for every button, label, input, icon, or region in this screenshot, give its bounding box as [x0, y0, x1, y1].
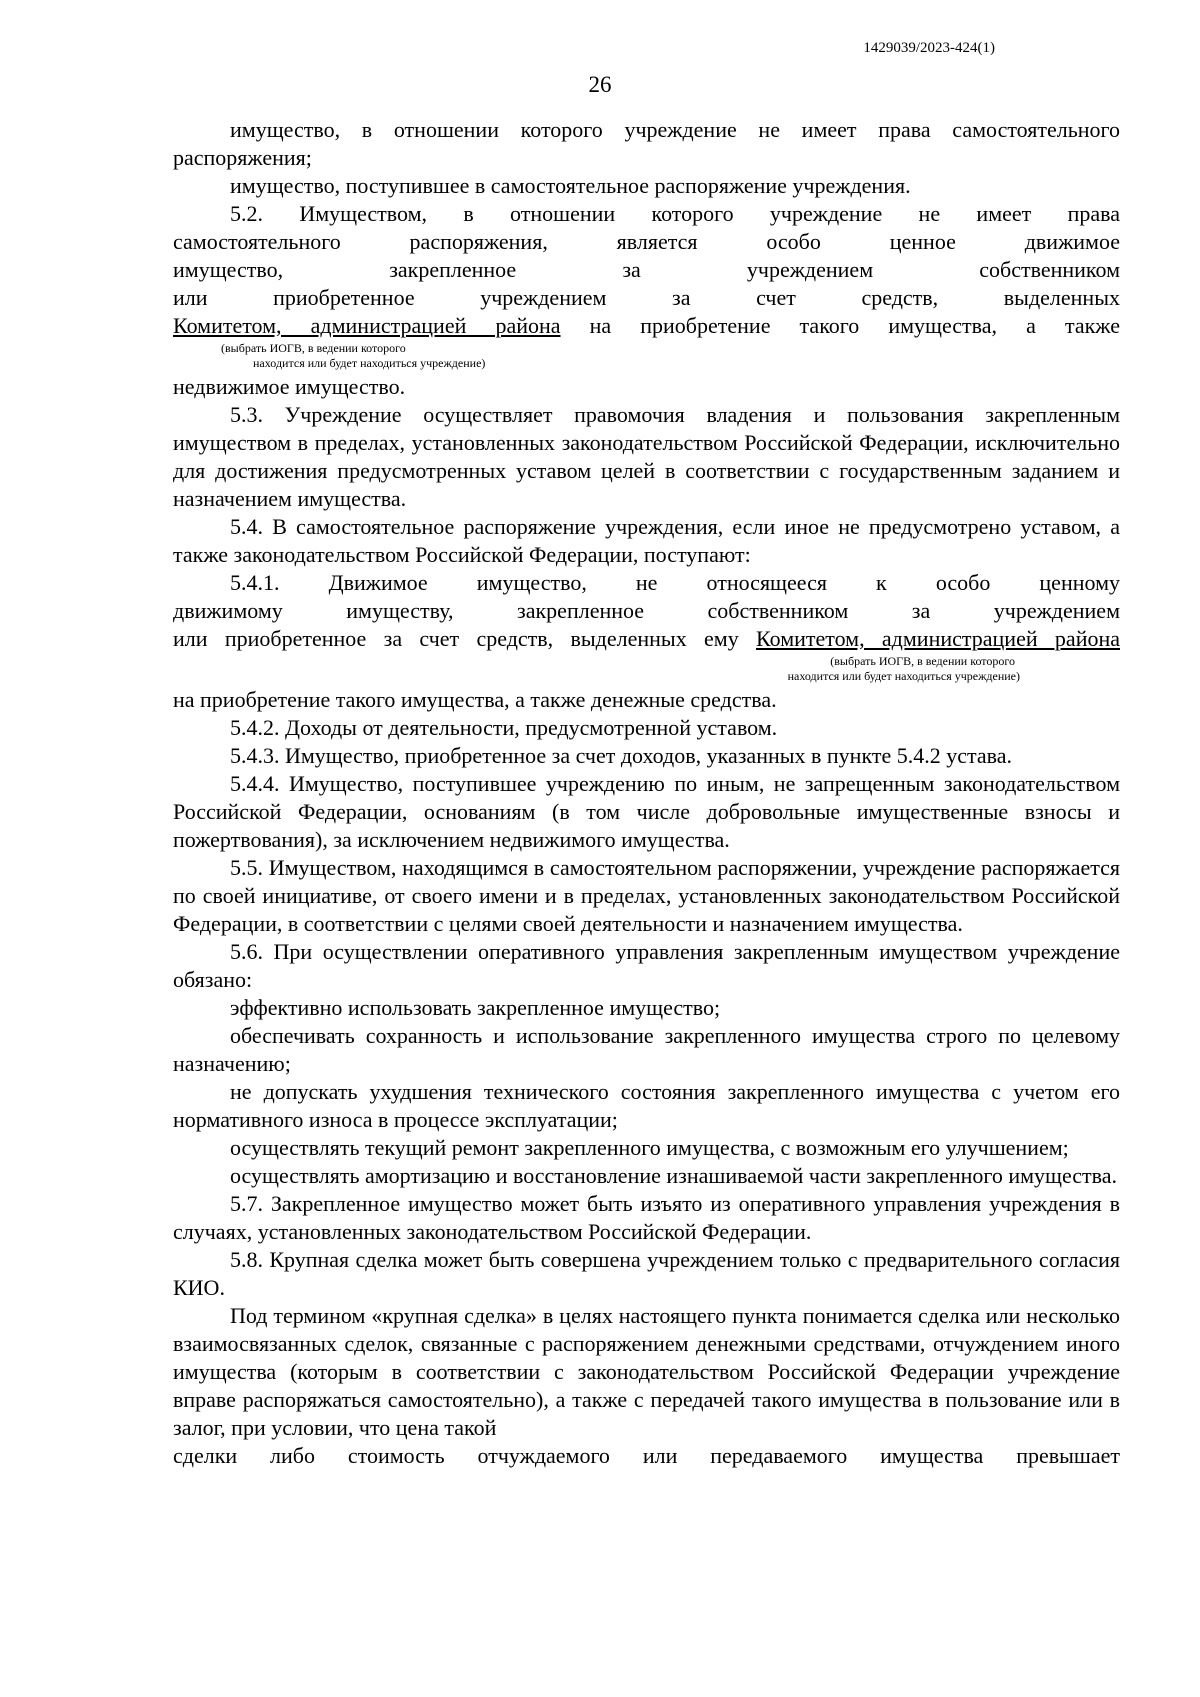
paragraph-property-no-right-line2: распоряжения; — [173, 145, 312, 170]
section-5-2-line3: имущество, закрепленное за учреждением собственником — [173, 257, 1120, 282]
section-5-8: 5.8. Крупная сделка может быть совершена учреждением только с предварительного согласия КИО. — [173, 1247, 1120, 1300]
section-5-8-definition: Под термином «крупная сделка» в целях настоящего пункта понимается сделка или несколько взаимосвязанных сделок, связанные с распоряжением денежными средствами, отчуждением иного имущества (которым в соответствии с законодательством Российской Федерации учреждение вправе распоряжаться самостоятельно), а также с передачей такого имущества в пользование или в залог, при условии, что цена такой — [173, 1303, 1120, 1440]
hint-line1: (выбрать ИОГВ, в ведении которого — [830, 654, 1015, 668]
page-number: 26 — [588, 72, 612, 97]
section-5-2-hint — [173, 341, 1120, 371]
section-5-2-line5: Комитетом, администрацией района на приобретение такого имущества, а также — [173, 313, 1120, 338]
section-5-3: 5.3. Учреждение осуществляет правомочия владения и пользования закрепленным имуществом в пределах, установленных законодательством Российской Федерации, исключительно для достижения предусмотренных уставом целей в соответствии с государственным заданием и назначением имущества. — [173, 402, 1120, 511]
section-5-4-1-line1: 5.4.1. Движимое имущество, не относящееся к особо ценному — [230, 570, 1120, 595]
section-5-4-1-line2: движимому имуществу, закрепленное собственником за учреждением — [173, 598, 1120, 623]
section-5-5: 5.5. Имуществом, находящимся в самостоятельном распоряжении, учреждение распоряжается по своей инициативе, от своего имени и в пределах, установленных законодательством Российской Федерации, в соответствии с целями своей деятельности и назначением имущества. — [173, 855, 1120, 936]
section-5-4-4: 5.4.4. Имущество, поступившее учреждению по иным, не запрещенным законодательством Российской Федерации, основаниям (в том числе добровольные имущественные взносы и пожертвования), за исключением недвижимого имущества. — [173, 771, 1120, 852]
underlined-authority: Комитетом, администрацией района — [173, 313, 561, 338]
section-5-2-line4: или приобретенное учреждением за счет средств, выделенных — [173, 285, 1120, 310]
section-5-4: 5.4. В самостоятельное распоряжение учреждения, если иное не предусмотрено уставом, а также законодательством Российской Федерации, поступают: — [173, 514, 1120, 567]
paragraph-property-no-right-line1: имущество, в отношении которого учреждение не имеет права самостоятельного — [230, 117, 1120, 142]
document-body — [173, 116, 1120, 1470]
section-5-4-2: 5.4.2. Доходы от деятельности, предусмотренной уставом. — [230, 715, 778, 740]
hint-line2: находится или будет находиться учреждение) — [787, 669, 1020, 683]
section-5-4-1-line3: или приобретенное за счет средств, выделенных ему Комитетом, администрацией района — [173, 626, 1121, 651]
section-5-7: 5.7. Закрепленное имущество может быть изъято из оперативного управления учреждения в случаях, установленных законодательством Российской Федерации. — [173, 1191, 1120, 1244]
section-5-6-item-b: обеспечивать сохранность и использование закрепленного имущества строго по целевому назначению; — [173, 1023, 1120, 1076]
section-5-4-3: 5.4.3. Имущество, приобретенное за счет доходов, указанных в пункте 5.4.2 устава. — [230, 743, 1013, 768]
document-number: 1429039/2023-424(1) — [863, 40, 995, 56]
hint-line1: (выбрать ИОГВ, в ведении которого — [221, 341, 406, 355]
section-5-8-definition-last-line: сделки либо стоимость отчуждаемого или передаваемого имущества превышает — [173, 1443, 1120, 1468]
section-5-6-item-c: не допускать ухудшения технического состояния закрепленного имущества с учетом его нормативного износа в процессе эксплуатации; — [173, 1079, 1120, 1132]
section-5-6: 5.6. При осуществлении оперативного управления закрепленным имуществом учреждение обязано: — [173, 939, 1120, 992]
section-5-2-line6: недвижимое имущество. — [173, 374, 406, 399]
hint-line2: находится или будет находиться учреждение) — [253, 356, 486, 370]
paragraph-property-own-disposal: имущество, поступившее в самостоятельное распоряжение учреждения. — [230, 173, 911, 198]
section-5-4-1-hint — [173, 654, 1120, 684]
section-5-2-line1: 5.2. Имуществом, в отношении которого учреждение не имеет права — [230, 201, 1120, 226]
section-5-4-1-line4: на приобретение такого имущества, а также денежные средства. — [173, 687, 777, 712]
section-5-6-item-e: осуществлять амортизацию и восстановление изнашиваемой части закрепленного имущества. — [230, 1163, 1118, 1188]
underlined-authority: Комитетом, администрацией района — [756, 626, 1121, 651]
section-5-2-line2: самостоятельного распоряжения, является особо ценное движимое — [173, 229, 1120, 254]
section-5-6-item-d: осуществлять текущий ремонт закрепленного имущества, с возможным его улучшением; — [230, 1135, 1069, 1160]
section-5-6-item-a: эффективно использовать закрепленное имущество; — [230, 995, 721, 1020]
